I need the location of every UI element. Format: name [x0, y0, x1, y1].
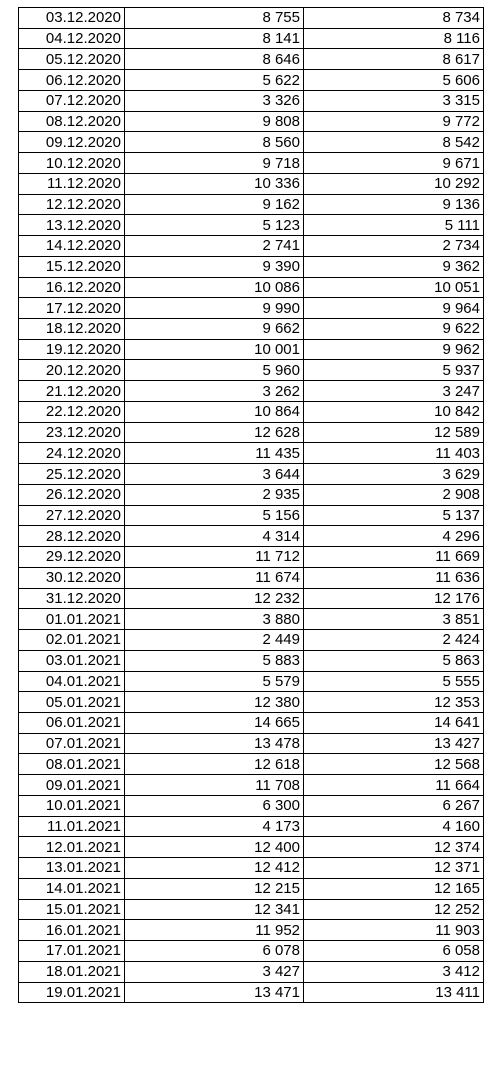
- table-row: [19, 28, 484, 49]
- table-row: [19, 215, 484, 236]
- table-row: [19, 298, 484, 319]
- table-row: [19, 692, 484, 713]
- table-row: [19, 401, 484, 422]
- value-cell-a: 9 718: [125, 153, 304, 174]
- value-cell-b: 5 863: [304, 650, 484, 671]
- value-cell-b: 2 734: [304, 236, 484, 257]
- value-cell-a: 5 883: [125, 650, 304, 671]
- date-cell: 08.12.2020: [19, 111, 125, 132]
- table-row: [19, 256, 484, 277]
- table-body: [19, 8, 484, 1003]
- date-cell: 12.12.2020: [19, 194, 125, 215]
- table-row: [19, 609, 484, 630]
- table-row: [19, 422, 484, 443]
- value-cell-b: 8 116: [304, 28, 484, 49]
- table-row: [19, 982, 484, 1003]
- table-row: [19, 132, 484, 153]
- date-cell: 16.12.2020: [19, 277, 125, 298]
- table-row: [19, 90, 484, 111]
- date-cell: 07.01.2021: [19, 733, 125, 754]
- value-cell-a: 10 086: [125, 277, 304, 298]
- value-cell-b: 13 411: [304, 982, 484, 1003]
- value-cell-b: 3 629: [304, 464, 484, 485]
- table-row: [19, 567, 484, 588]
- value-cell-a: 6 300: [125, 795, 304, 816]
- value-cell-b: 2 908: [304, 484, 484, 505]
- value-cell-b: 2 424: [304, 630, 484, 651]
- value-cell-a: 5 123: [125, 215, 304, 236]
- value-cell-a: 3 644: [125, 464, 304, 485]
- value-cell-b: 9 136: [304, 194, 484, 215]
- date-cell: 11.12.2020: [19, 173, 125, 194]
- value-cell-a: 9 662: [125, 319, 304, 340]
- date-cell: 11.01.2021: [19, 816, 125, 837]
- value-cell-b: 3 315: [304, 90, 484, 111]
- value-cell-b: 5 137: [304, 505, 484, 526]
- table-row: [19, 173, 484, 194]
- value-cell-b: 10 292: [304, 173, 484, 194]
- value-cell-a: 9 390: [125, 256, 304, 277]
- value-cell-b: 4 296: [304, 526, 484, 547]
- table-row: [19, 941, 484, 962]
- table-row: [19, 650, 484, 671]
- value-cell-b: 8 617: [304, 49, 484, 70]
- date-cell: 20.12.2020: [19, 360, 125, 381]
- value-cell-b: 9 964: [304, 298, 484, 319]
- value-cell-a: 13 471: [125, 982, 304, 1003]
- date-cell: 25.12.2020: [19, 464, 125, 485]
- value-cell-b: 12 589: [304, 422, 484, 443]
- value-cell-a: 10 336: [125, 173, 304, 194]
- date-cell: 09.12.2020: [19, 132, 125, 153]
- date-cell: 29.12.2020: [19, 547, 125, 568]
- date-cell: 05.12.2020: [19, 49, 125, 70]
- value-cell-b: 12 371: [304, 858, 484, 879]
- table-row: [19, 526, 484, 547]
- value-cell-b: 4 160: [304, 816, 484, 837]
- value-cell-b: 6 058: [304, 941, 484, 962]
- value-cell-b: 5 555: [304, 671, 484, 692]
- table-row: [19, 339, 484, 360]
- value-cell-a: 6 078: [125, 941, 304, 962]
- date-cell: 19.12.2020: [19, 339, 125, 360]
- value-cell-a: 5 156: [125, 505, 304, 526]
- date-cell: 09.01.2021: [19, 775, 125, 796]
- value-cell-a: 12 628: [125, 422, 304, 443]
- table-row: [19, 153, 484, 174]
- table-row: [19, 858, 484, 879]
- table-row: [19, 712, 484, 733]
- value-cell-b: 12 252: [304, 899, 484, 920]
- value-cell-a: 5 579: [125, 671, 304, 692]
- date-cell: 13.12.2020: [19, 215, 125, 236]
- value-cell-a: 5 960: [125, 360, 304, 381]
- table-row: [19, 8, 484, 29]
- date-cell: 17.01.2021: [19, 941, 125, 962]
- value-cell-b: 13 427: [304, 733, 484, 754]
- table-row: [19, 49, 484, 70]
- value-cell-a: 2 741: [125, 236, 304, 257]
- value-cell-b: 11 903: [304, 920, 484, 941]
- value-cell-a: 13 478: [125, 733, 304, 754]
- value-cell-b: 14 641: [304, 712, 484, 733]
- value-cell-b: 10 051: [304, 277, 484, 298]
- date-cell: 30.12.2020: [19, 567, 125, 588]
- table-row: [19, 816, 484, 837]
- date-cell: 05.01.2021: [19, 692, 125, 713]
- date-cell: 24.12.2020: [19, 443, 125, 464]
- value-cell-b: 12 568: [304, 754, 484, 775]
- value-cell-b: 9 622: [304, 319, 484, 340]
- date-cell: 28.12.2020: [19, 526, 125, 547]
- date-cell: 08.01.2021: [19, 754, 125, 775]
- table-row: [19, 360, 484, 381]
- date-cell: 15.12.2020: [19, 256, 125, 277]
- value-cell-a: 8 560: [125, 132, 304, 153]
- date-cell: 27.12.2020: [19, 505, 125, 526]
- date-cell: 15.01.2021: [19, 899, 125, 920]
- value-cell-a: 3 880: [125, 609, 304, 630]
- value-cell-a: 5 622: [125, 70, 304, 91]
- table-row: [19, 630, 484, 651]
- table-row: [19, 111, 484, 132]
- value-cell-b: 12 353: [304, 692, 484, 713]
- value-cell-a: 11 708: [125, 775, 304, 796]
- value-cell-b: 8 734: [304, 8, 484, 29]
- value-cell-a: 8 646: [125, 49, 304, 70]
- value-cell-a: 11 435: [125, 443, 304, 464]
- date-cell: 18.12.2020: [19, 319, 125, 340]
- value-cell-a: 10 001: [125, 339, 304, 360]
- table-row: [19, 775, 484, 796]
- value-cell-b: 12 176: [304, 588, 484, 609]
- value-cell-a: 12 400: [125, 837, 304, 858]
- date-cell: 17.12.2020: [19, 298, 125, 319]
- value-cell-b: 5 606: [304, 70, 484, 91]
- table-row: [19, 588, 484, 609]
- value-cell-b: 9 671: [304, 153, 484, 174]
- date-cell: 07.12.2020: [19, 90, 125, 111]
- value-cell-a: 2 935: [125, 484, 304, 505]
- table-row: [19, 70, 484, 91]
- value-cell-b: 5 111: [304, 215, 484, 236]
- value-cell-a: 2 449: [125, 630, 304, 651]
- value-cell-a: 10 864: [125, 401, 304, 422]
- data-table: [18, 7, 484, 1003]
- value-cell-b: 11 669: [304, 547, 484, 568]
- value-cell-b: 11 403: [304, 443, 484, 464]
- table-row: [19, 733, 484, 754]
- date-cell: 03.01.2021: [19, 650, 125, 671]
- table-row: [19, 277, 484, 298]
- table-row: [19, 381, 484, 402]
- table-row: [19, 236, 484, 257]
- value-cell-b: 10 842: [304, 401, 484, 422]
- date-cell: 04.01.2021: [19, 671, 125, 692]
- date-cell: 21.12.2020: [19, 381, 125, 402]
- value-cell-b: 11 636: [304, 567, 484, 588]
- table-row: [19, 505, 484, 526]
- date-cell: 06.01.2021: [19, 712, 125, 733]
- table-row: [19, 795, 484, 816]
- date-cell: 14.01.2021: [19, 878, 125, 899]
- table-row: [19, 464, 484, 485]
- date-cell: 31.12.2020: [19, 588, 125, 609]
- date-cell: 06.12.2020: [19, 70, 125, 91]
- date-cell: 14.12.2020: [19, 236, 125, 257]
- value-cell-a: 8 755: [125, 8, 304, 29]
- date-cell: 22.12.2020: [19, 401, 125, 422]
- value-cell-a: 11 712: [125, 547, 304, 568]
- date-cell: 18.01.2021: [19, 961, 125, 982]
- table-row: [19, 484, 484, 505]
- value-cell-b: 11 664: [304, 775, 484, 796]
- value-cell-b: 12 165: [304, 878, 484, 899]
- table-row: [19, 443, 484, 464]
- value-cell-a: 3 326: [125, 90, 304, 111]
- value-cell-a: 8 141: [125, 28, 304, 49]
- value-cell-a: 3 427: [125, 961, 304, 982]
- value-cell-b: 3 412: [304, 961, 484, 982]
- value-cell-b: 12 374: [304, 837, 484, 858]
- value-cell-b: 6 267: [304, 795, 484, 816]
- table-row: [19, 837, 484, 858]
- value-cell-a: 9 162: [125, 194, 304, 215]
- table-row: [19, 754, 484, 775]
- table-row: [19, 878, 484, 899]
- value-cell-b: 3 247: [304, 381, 484, 402]
- date-cell: 01.01.2021: [19, 609, 125, 630]
- value-cell-b: 5 937: [304, 360, 484, 381]
- value-cell-b: 9 962: [304, 339, 484, 360]
- table-row: [19, 899, 484, 920]
- table-row: [19, 961, 484, 982]
- value-cell-a: 9 808: [125, 111, 304, 132]
- value-cell-a: 12 380: [125, 692, 304, 713]
- value-cell-a: 9 990: [125, 298, 304, 319]
- table-row: [19, 671, 484, 692]
- value-cell-b: 8 542: [304, 132, 484, 153]
- date-cell: 16.01.2021: [19, 920, 125, 941]
- date-cell: 12.01.2021: [19, 837, 125, 858]
- value-cell-b: 9 362: [304, 256, 484, 277]
- table-row: [19, 319, 484, 340]
- date-cell: 19.01.2021: [19, 982, 125, 1003]
- date-cell: 04.12.2020: [19, 28, 125, 49]
- value-cell-a: 12 618: [125, 754, 304, 775]
- value-cell-a: 4 314: [125, 526, 304, 547]
- value-cell-a: 12 341: [125, 899, 304, 920]
- date-cell: 10.01.2021: [19, 795, 125, 816]
- date-cell: 10.12.2020: [19, 153, 125, 174]
- date-cell: 02.01.2021: [19, 630, 125, 651]
- table-row: [19, 920, 484, 941]
- date-cell: 23.12.2020: [19, 422, 125, 443]
- date-cell: 26.12.2020: [19, 484, 125, 505]
- value-cell-a: 12 232: [125, 588, 304, 609]
- table-row: [19, 194, 484, 215]
- value-cell-a: 4 173: [125, 816, 304, 837]
- value-cell-a: 11 674: [125, 567, 304, 588]
- date-cell: 13.01.2021: [19, 858, 125, 879]
- date-cell: 03.12.2020: [19, 8, 125, 29]
- value-cell-a: 14 665: [125, 712, 304, 733]
- value-cell-a: 3 262: [125, 381, 304, 402]
- table-row: [19, 547, 484, 568]
- value-cell-b: 9 772: [304, 111, 484, 132]
- value-cell-b: 3 851: [304, 609, 484, 630]
- value-cell-a: 12 412: [125, 858, 304, 879]
- value-cell-a: 11 952: [125, 920, 304, 941]
- value-cell-a: 12 215: [125, 878, 304, 899]
